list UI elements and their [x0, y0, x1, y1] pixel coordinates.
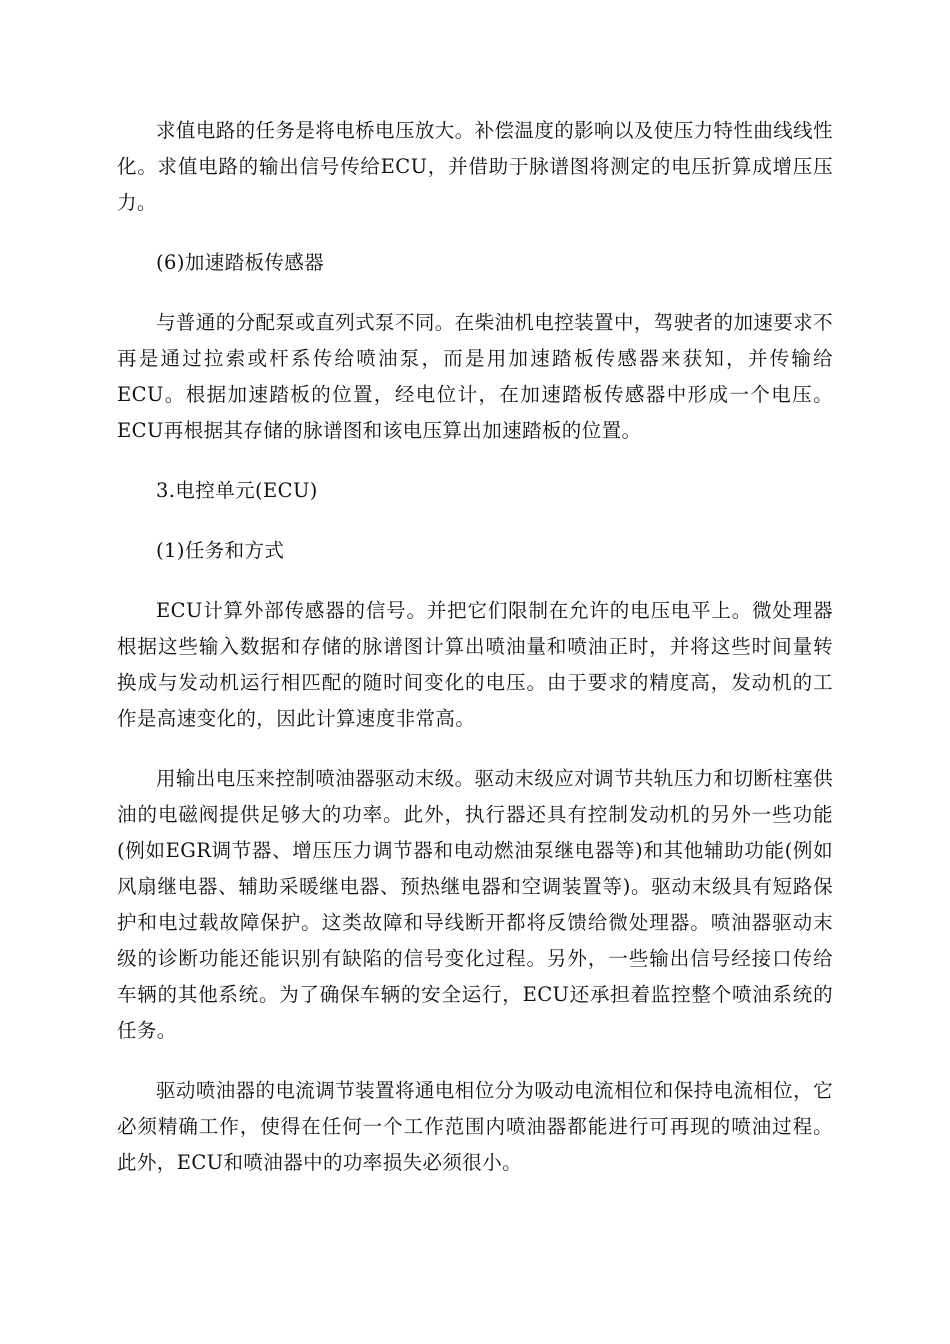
heading-accelerator-pedal-sensor: (6)加速踏板传感器: [156, 251, 325, 274]
paragraph-output-voltage: 用输出电压来控制喷油器驱动末级。驱动末级应对调节共轨压力和切断柱塞供油的电磁阀提供足够大的功率。此外，执行器还具有控制发动机的另外一些功能(例如EGR调节器、增压压力调节器和电动燃油泵继电器等)和其他辅助功能(例如风扇继电器、辅助采暖继电器、预热继电器和空调装置等)。驱动末级具有短路保护和电过载故障保护。这类故障和导线断开都将反馈给微处理器。喷油器驱动末级的诊断功能还能识别有缺陷的信号变化过程。另外，一些输出信号经接口传给车辆的其他系统。为了确保车辆的安全运行，ECU还承担着监控整个喷油系统的任务。: [117, 767, 833, 1042]
heading-ecu: 3.电控单元(ECU): [156, 479, 318, 502]
paragraph-evaluation-circuit: 求值电路的任务是将电桥电压放大。补偿温度的影响以及使压力特性曲线线性化。求值电路的输出信号传给ECU，并借助于脉谱图将测定的电压折算成增压压力。: [117, 119, 833, 214]
paragraph-accelerator-pedal: 与普通的分配泵或直列式泵不同。在柴油机电控装置中，驾驶者的加速要求不再是通过拉索或杆系传给喷油泵，而是用加速踏板传感器来获知，并传输给ECU。根据加速踏板的位置，经电位计，在加速踏板传感器中形成一个电压。ECU再根据其存储的脉谱图和该电压算出加速踏板的位置。: [117, 311, 833, 442]
heading-task-and-method: (1)任务和方式: [156, 539, 285, 562]
paragraph-current-regulation: 驱动喷油器的电流调节装置将通电相位分为吸动电流相位和保持电流相位，它必须精确工作，使得在任何一个工作范围内喷油器都能进行可再现的喷油过程。此外，ECU和喷油器中的功率损失必须很小。: [117, 1079, 833, 1174]
paragraph-ecu-calculation: ECU计算外部传感器的信号。并把它们限制在允许的电压电平上。微处理器根据这些输入数据和存储的脉谱图计算出喷油量和喷油正时，并将这些时间量转换成与发动机运行相匹配的随时间变化的电压。由于要求的精度高，发动机的工作是高速变化的，因此计算速度非常高。: [117, 599, 833, 730]
document-page: [117, 113, 833, 1205]
